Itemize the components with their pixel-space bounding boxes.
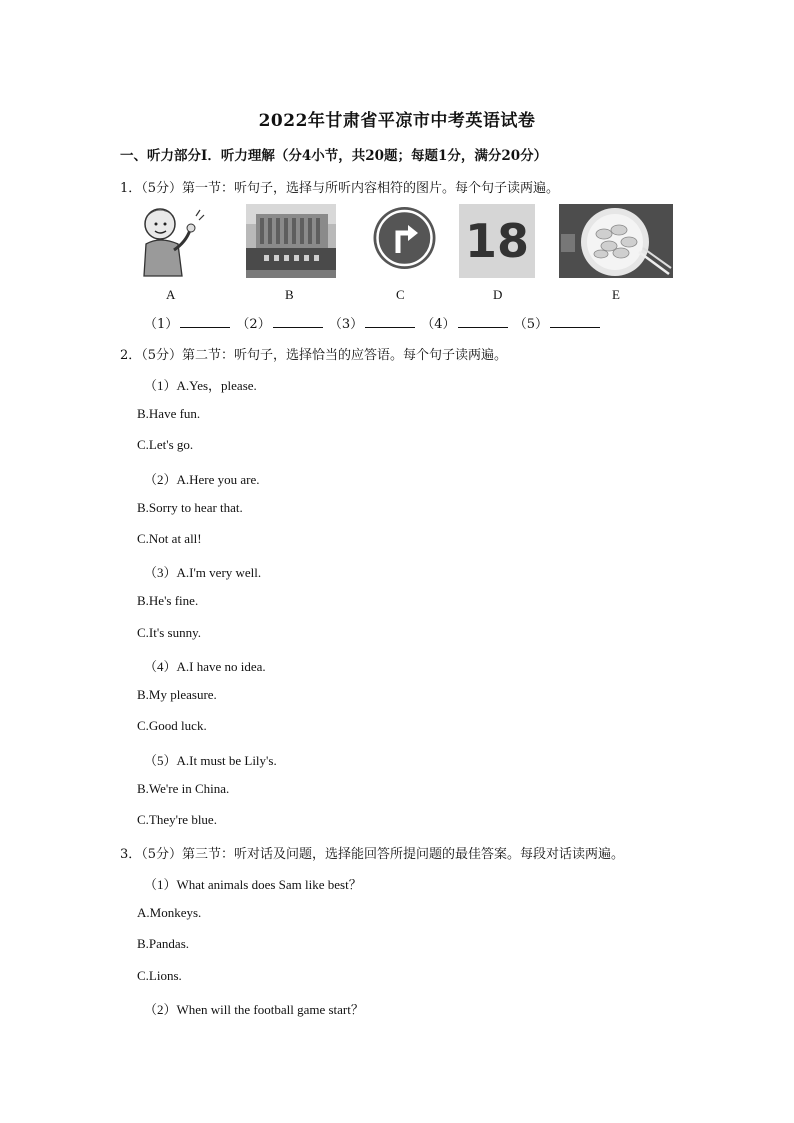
q2-item-2-option-a: （2）A.Here you are. [144, 472, 260, 487]
q2-item-5-option-b: B.We're in China. [137, 781, 230, 796]
library-building-photo [246, 204, 336, 278]
number-18-icon [459, 204, 535, 278]
q3-item-1-option-a: A.Monkeys. [137, 905, 202, 920]
blank-2-field[interactable] [273, 315, 323, 328]
cartoon-boy-icon [138, 204, 210, 278]
number-18-text: 18 [464, 214, 529, 268]
picture-label-e: E [612, 287, 620, 302]
q2-item-1-option-a: （1）A.Yes，please. [144, 378, 257, 393]
blank-3-field[interactable] [365, 315, 415, 328]
blank-1-label: （1） [144, 317, 179, 332]
q2-item-1-option-c: C.Let's go. [137, 437, 194, 452]
question-1-stem: 1．（5分）第一节：听句子，选择与所听内容相符的图片。每个句子读两遍。 [120, 181, 560, 196]
blank-4-field[interactable] [458, 315, 508, 328]
picture-label-b: B [285, 287, 294, 302]
picture-label-d: D [493, 287, 503, 302]
turn-right-sign-icon [372, 205, 437, 279]
blank-1-field[interactable] [180, 315, 230, 328]
section-heading: 一、听力部分Ⅰ．听力理解（分4小节，共20题；每题1分，满分20分） [120, 148, 548, 164]
blank-5-field[interactable] [550, 315, 600, 328]
picture-label-c: C [396, 287, 405, 302]
blank-2-label: （2） [236, 317, 271, 332]
q2-item-5-option-c: C.They're blue. [137, 812, 217, 827]
blank-3-label: （3） [328, 317, 364, 332]
answer-blanks [144, 313, 602, 332]
q3-item-1-question: （1）What animals does Sam like best？ [144, 877, 362, 892]
q2-item-3-option-c: C.It's sunny. [137, 625, 201, 640]
q2-item-4-option-a: （4）A.I have no idea. [144, 659, 266, 674]
dumplings-plate-photo [559, 204, 673, 278]
q2-item-4-option-b: B.My pleasure. [137, 687, 217, 702]
blank-4-label: （4） [421, 317, 456, 332]
q2-item-4-option-c: C.Good luck. [137, 718, 207, 733]
q3-item-1-option-c: C.Lions. [137, 968, 182, 983]
q2-item-1-option-b: B.Have fun. [137, 406, 201, 421]
q3-item-2-question: （2）When will the football game start？ [144, 1002, 364, 1017]
question-2-stem: 2．（5分）第二节：听句子，选择恰当的应答语。每个句子读两遍。 [120, 348, 508, 363]
question-3-stem: 3．（5分）第三节：听对话及问题，选择能回答所提问题的最佳答案。每段对话读两遍。 [120, 847, 625, 862]
q2-item-3-option-a: （3）A.I'm very well. [144, 565, 262, 580]
q2-item-2-option-b: B.Sorry to hear that. [137, 500, 243, 515]
picture-label-a: A [166, 287, 176, 302]
q2-item-5-option-a: （5）A.It must be Lily's. [144, 753, 277, 768]
blank-5-label: （5） [513, 317, 548, 332]
q2-item-2-option-c: C.Not at all! [137, 531, 202, 546]
q2-item-3-option-b: B.He's fine. [137, 593, 199, 608]
page-title: 2022年甘肃省平凉市中考英语试卷 [258, 111, 536, 131]
q3-item-1-option-b: B.Pandas. [137, 936, 189, 951]
